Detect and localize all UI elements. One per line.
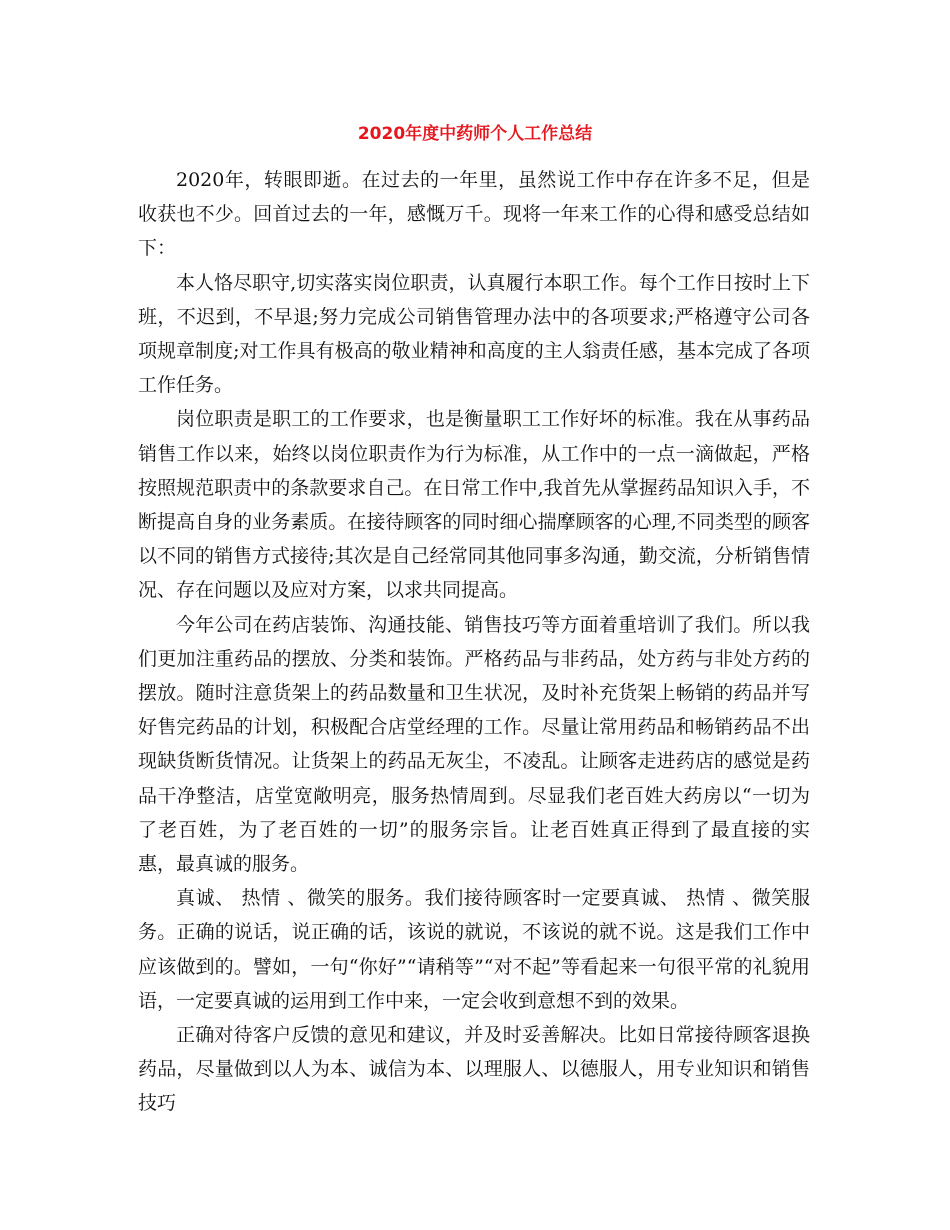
paragraph-3: 岗位职责是职工的工作要求，也是衡量职工工作好坏的标准。我在从事药品销售工作以来，始终以岗位职责作为行为标准，从工作中的一点一滴做起，严格按照规范职责中的条款要求自己。在日常工作中,我首先从掌握药品知识入手，不断提高自身的业务素质。在接待顾客的同时细心揣摩顾客的心理,不同类型的顾客以不同的销售方式接待;其次是自己经常同其他同事多沟通，勤交流，分析销售情况、存在问题以及应对方案，以求共同提高。 bbox=[138, 408, 810, 602]
document-body bbox=[138, 163, 810, 1121]
paragraph-6: 正确对待客户反馈的意见和建议，并及时妥善解决。比如日常接待顾客退换药品，尽量做到以人为本、诚信为本、以理服人、以德服人，用专业知识和销售技巧 bbox=[138, 1024, 810, 1115]
paragraph-2: 本人恪尽职守,切实落实岗位职责，认真履行本职工作。每个工作日按时上下班，不迟到，不早退;努力完成公司销售管理办法中的各项要求;严格遵守公司各项规章制度;对工作具有极高的敬业精神和高度的主人翁责任感，基本完成了各项工作任务。 bbox=[138, 271, 810, 397]
paragraph-4: 今年公司在药店装饰、沟通技能、销售技巧等方面着重培训了我们。所以我们更加注重药品的摆放、分类和装饰。严格药品与非药品，处方药与非处方药的摆放。随时注意货架上的药品数量和卫生状况，及时补充货架上畅销的药品并写好售完药品的计划，积极配合店堂经理的工作。尽量让常用药品和畅销药品不出现缺货断货情况。让货架上的药品无灰尘，不凌乱。让顾客走进药店的感觉是药品干净整洁，店堂宽敞明亮，服务热情周到。尽显我们老百姓大药房以“一切为了老百姓，为了老百姓的一切”的服务宗旨。让老百姓真正得到了最直接的实惠，最真诚的服务。 bbox=[138, 613, 810, 876]
paragraph-5: 真诚、 热情 、微笑的服务。我们接待顾客时一定要真诚、 热情 、微笑服务。正确的说话，说正确的话，该说的就说，不该说的就不说。这是我们工作中应该做到的。譬如，一句“你好”“请稍等”“对不起”等看起来一句很平常的礼貌用语，一定要真诚的运用到工作中来，一定会收到意想不到的效果。 bbox=[138, 887, 810, 1012]
document-title: 2020年度中药师个人工作总结 bbox=[357, 124, 593, 144]
paragraph-1: 2020年，转眼即逝。在过去的一年里，虽然说工作中存在许多不足，但是收获也不少。回首过去的一年，感慨万千。现将一年来工作的心得和感受总结如下： bbox=[138, 169, 810, 260]
